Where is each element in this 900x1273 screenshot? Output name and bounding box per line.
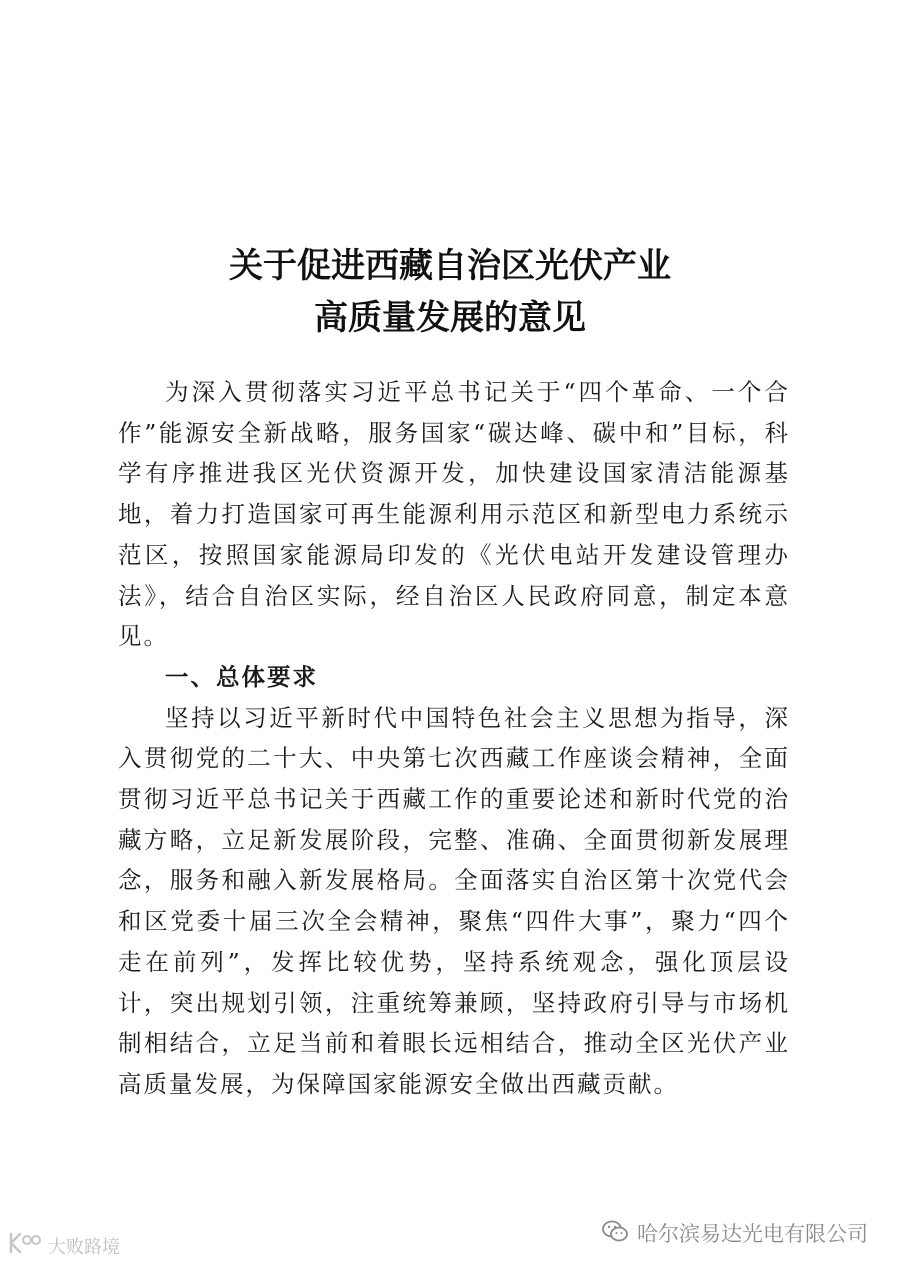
left-watermark-text: 大败路境: [48, 1236, 120, 1258]
intro-paragraph: 为深入贯彻落实习近平总书记关于“四个革命、一个合作”能源安全新战略，服务国家“碳达峰、碳中和”目标，科学有序推进我区光伏资源开发，加快建设国家清洁能源基地，着力打造国家可再生能源利用示范区和新型电力系统示范区，按照国家能源局印发的《光伏电站开发建设管理办法》，结合自治区实际，经自治区人民政府同意，制定本意见。: [118, 378, 790, 651]
right-watermark: [601, 1218, 868, 1248]
title-line-2: 高质量发展的意见: [314, 298, 586, 338]
section-heading: 一、总体要求: [165, 662, 318, 691]
document-title: [0, 240, 900, 344]
wechat-icon: [601, 1219, 629, 1248]
title-line-1: 关于促进西藏自治区光伏产业: [229, 246, 671, 286]
document-body: [118, 372, 790, 1105]
right-watermark-text: 哈尔滨易达光电有限公司: [637, 1222, 868, 1246]
left-watermark: [8, 1232, 120, 1259]
k-logo-icon: [8, 1232, 42, 1259]
section-paragraph: 坚持以习近平新时代中国特色社会主义思想为指导，深入贯彻党的二十大、中央第七次西藏工作座谈会精神，全面贯彻习近平总书记关于西藏工作的重要论述和新时代党的治藏方略，立足新发展阶段，完整、准确、全面贯彻新发展理念，服务和融入新发展格局。全面落实自治区第十次党代会和区党委十届三次全会精神，聚焦“四件大事”，聚力“四个走在前列”，发挥比较优势，坚持系统观念，强化顶层设计，突出规划引领，注重统筹兼顾，坚持政府引导与市场机制相结合，立足当前和着眼长远相结合，推动全区光伏产业高质量发展，为保障国家能源安全做出西藏贡献。: [118, 703, 790, 1098]
